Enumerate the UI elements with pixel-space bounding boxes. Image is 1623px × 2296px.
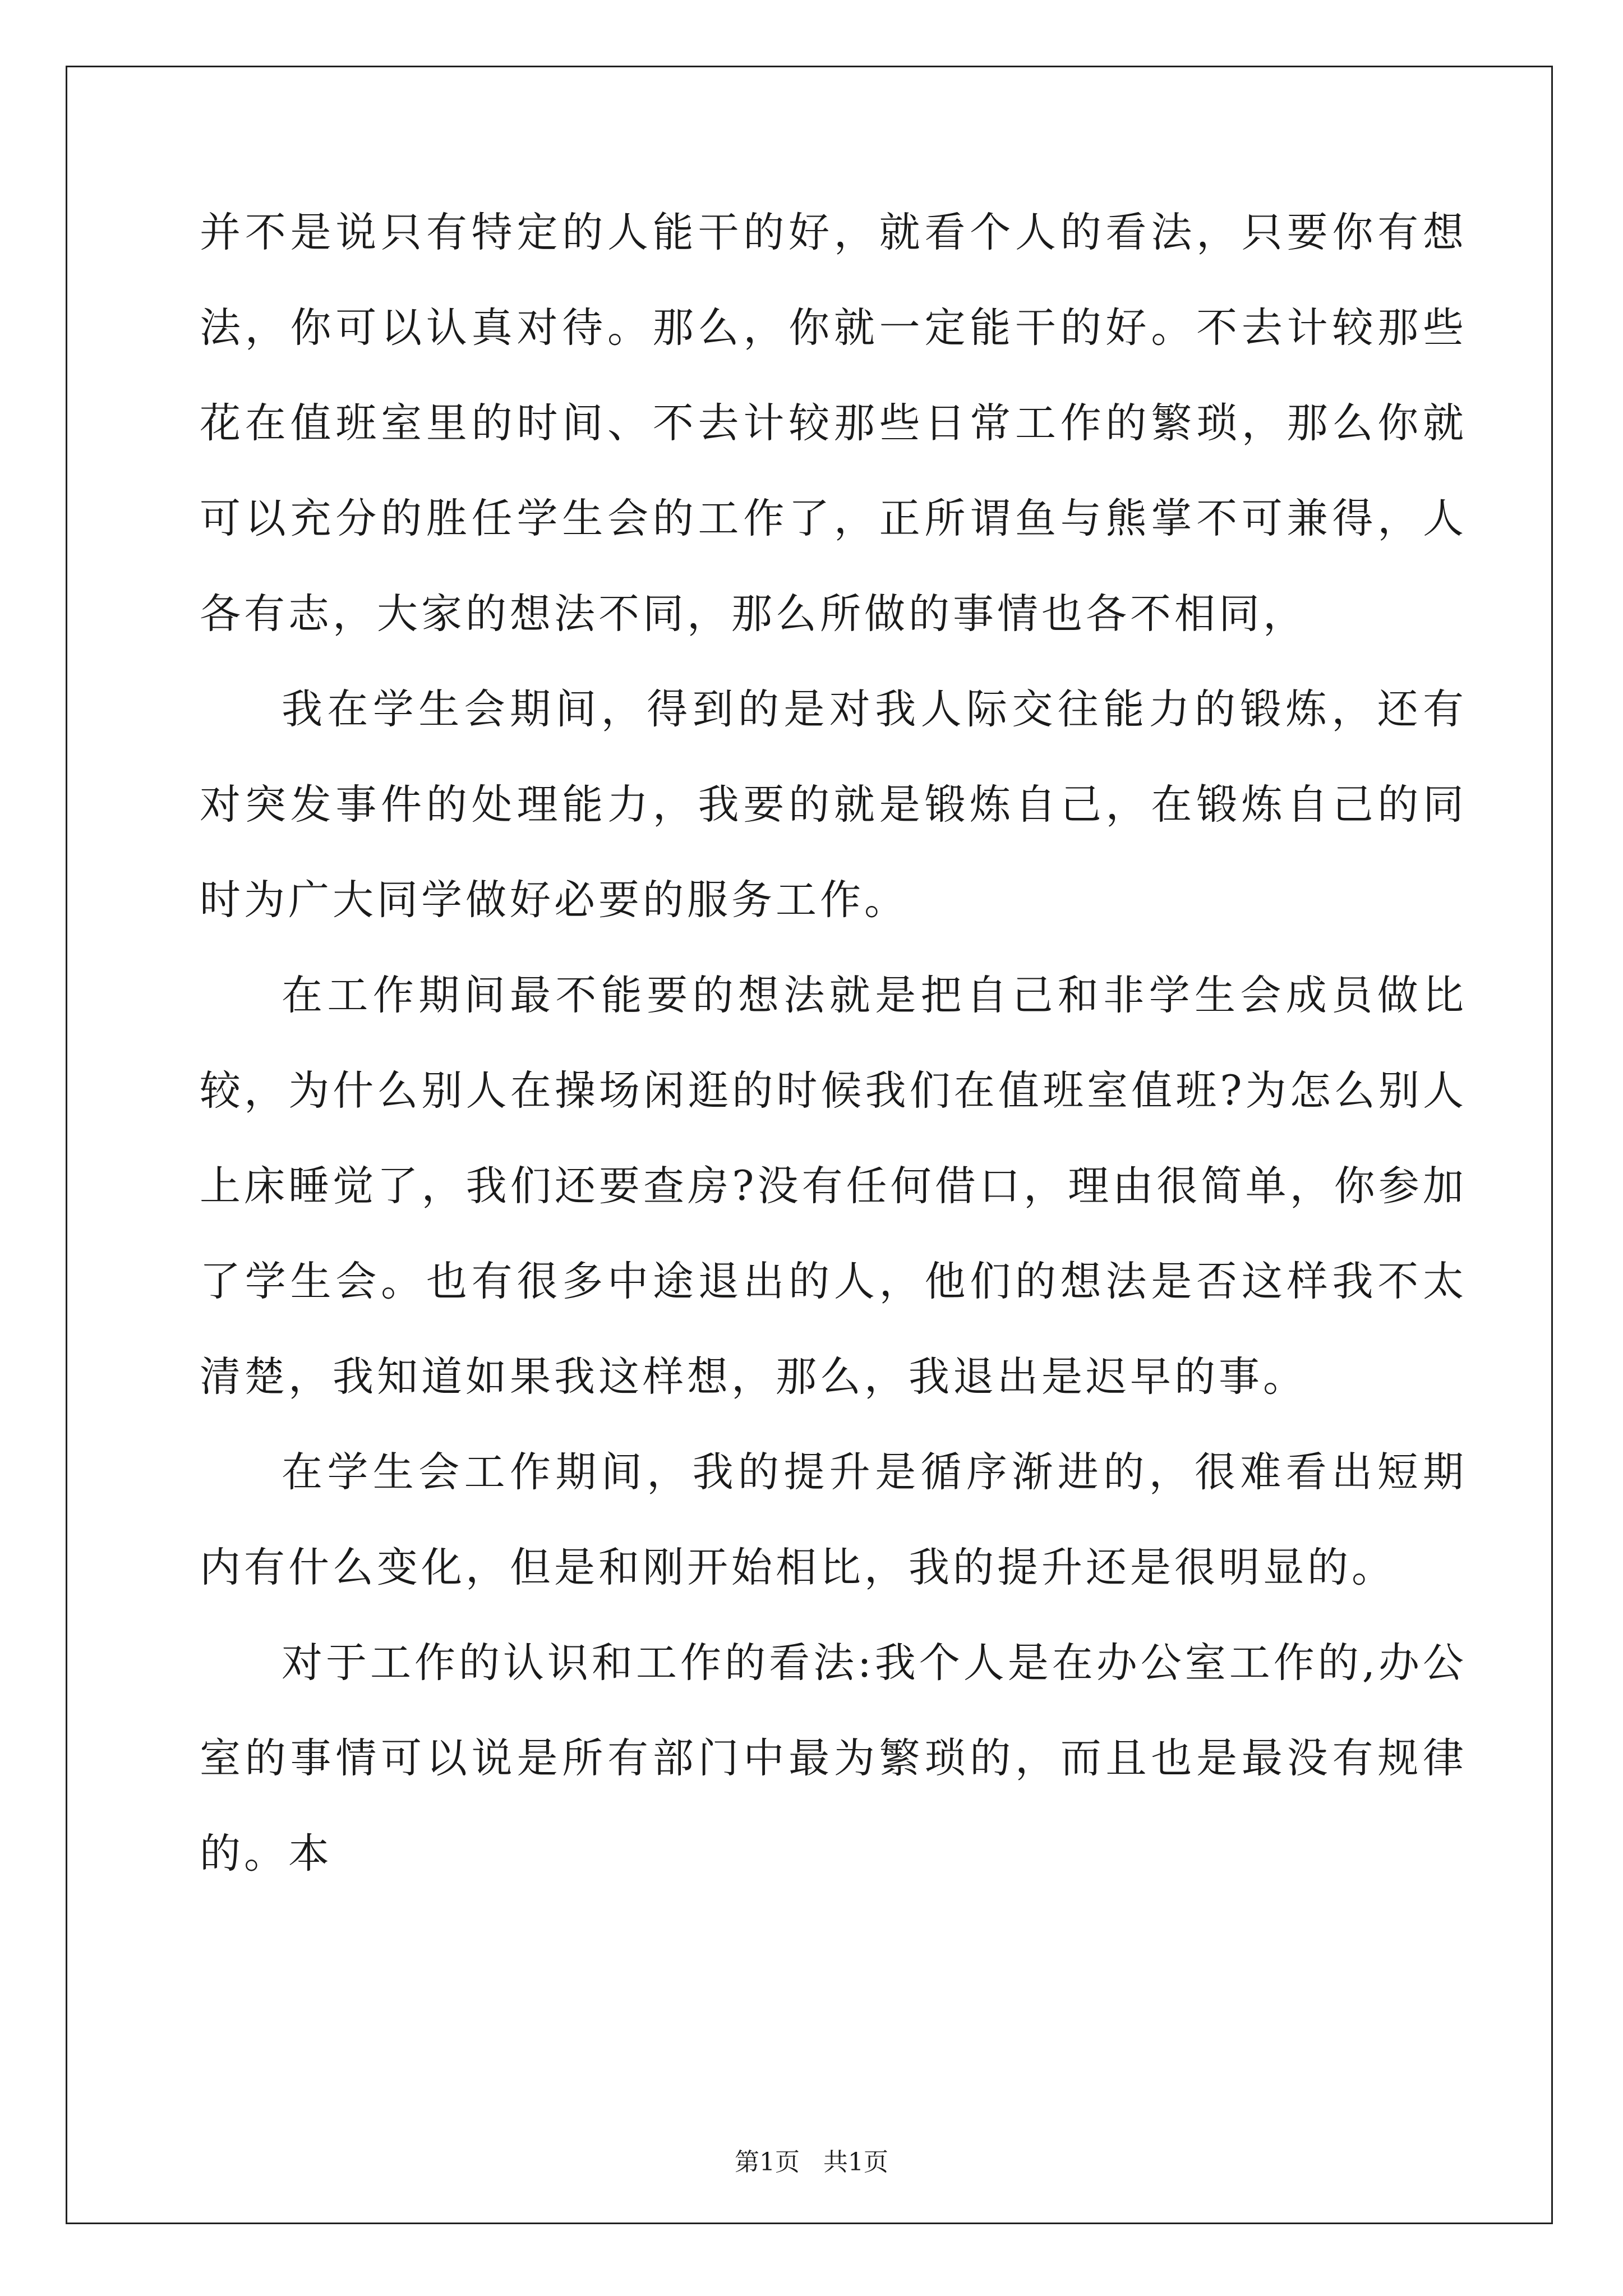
page-number: 第1页 (735, 2148, 800, 2177)
document-body (200, 185, 1467, 1902)
paragraph-4: 在学生会工作期间，我的提升是循序渐进的，很难看出短期内有什么变化，但是和刚开始相比，我的提升还是很明显的。 (200, 1448, 1467, 1591)
paragraph-1: 并不是说只有特定的人能干的好，就看个人的看法，只要你有想法，你可以认真对待。那么，你就一定能干的好。不去计较那些花在值班室里的时间、不去计较那些日常工作的繁琐，那么你就可以充分的胜任学生会的工作了，正所谓鱼与熊掌不可兼得，人各有志，大家的想法不同，那么所做的事情也各不相同， (200, 209, 1467, 638)
paragraph-3: 在工作期间最不能要的想法就是把自己和非学生会成员做比较，为什么别人在操场闲逛的时候我们在值班室值班?为怎么别人上床睡觉了，我们还要查房?没有任何借口，理由很简单，你参加了学生会。也有很多中途退出的人，他们的想法是否这样我不太清楚，我知道如果我这样想，那么，我退出是迟早的事。 (200, 972, 1467, 1401)
page-total: 共1页 (823, 2148, 888, 2177)
paragraph-5: 对于工作的认识和工作的看法:我个人是在办公室工作的,办公室的事情可以说是所有部门中最为繁琐的，而且也是最没有规律的。本 (200, 1639, 1467, 1878)
paragraph-2: 我在学生会期间，得到的是对我人际交往能力的锻炼，还有对突发事件的处理能力，我要的就是锻炼自己，在锻炼自己的同时为广大同学做好必要的服务工作。 (200, 685, 1467, 924)
page-footer (0, 2142, 1623, 2178)
